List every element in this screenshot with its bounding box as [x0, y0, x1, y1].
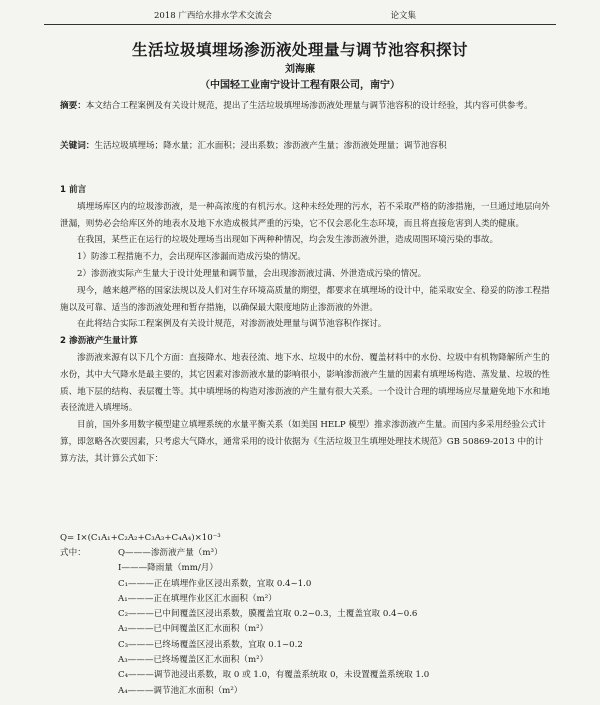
paragraph: 目前，国外多用数字模型建立填埋系统的水量平衡关系（如美国 HELP 模型）推求渗沥液产生量。而国内多采用经验公式计算，即忽略各次要因素，只考虑大气降水，通常采用的设计依据为《生活垃圾卫生填埋处理技术规范》GB 50869-2013 中的计算方法，其计算公式如下：	[60, 420, 547, 464]
definition-row	[60, 607, 540, 622]
formula: Q= I×(C₁A₁+C₂A₂+C₃A₃+C₄A₄)×10⁻³	[60, 533, 221, 543]
definition-text: A₂———已中间覆盖区汇水面积（m²）	[118, 624, 269, 635]
author-name: 刘海廉	[285, 64, 315, 75]
main-body	[60, 182, 550, 468]
conference-name: 2018 广西给水排水学术交流会	[154, 11, 272, 21]
symbol-definitions	[60, 546, 540, 699]
list-item: 2）渗沥液实际产生量大于设计处理量和调节量，会出现渗沥液过满、外泄造成污染的情况。	[77, 268, 427, 279]
definition-row	[60, 668, 540, 683]
paragraph: 在此将结合实际工程案例及有关设计规范，对渗沥液处理量与调节池容积作探讨。	[77, 319, 387, 330]
definition-text: A₃———已终场覆盖区汇水面积（m²）	[118, 655, 269, 666]
definition-row	[60, 653, 540, 668]
definition-text: I———降雨量（mm/月）	[118, 563, 218, 574]
author-affiliation: （中国轻工业南宁设计工程有限公司，南宁）	[200, 80, 400, 91]
abstract	[60, 98, 550, 115]
definition-text: A₄———调节池汇水面积（m²）	[118, 685, 243, 696]
definition-text: C₃———已终场覆盖区浸出系数，宜取 0.1~0.2	[118, 639, 303, 650]
section-heading: 2 渗沥液产生量计算	[60, 336, 138, 347]
keywords	[60, 138, 550, 155]
definition-text: C₁———正在填埋作业区浸出系数，宜取 0.4~1.0	[118, 578, 312, 589]
definition-row	[60, 561, 540, 576]
definition-text: Q———渗沥液产量（m³）	[118, 548, 223, 558]
section-label: 论文集	[390, 11, 416, 21]
definition-text: A₁———正在填埋作业区汇水面积（m²）	[118, 593, 277, 604]
abstract-label: 摘要：	[60, 101, 86, 111]
definition-row	[60, 638, 540, 653]
paper-title: 生活垃圾填埋场渗沥液处理量与调节池容积探讨	[131, 41, 468, 59]
definition-lead: 式中：	[60, 548, 86, 558]
keywords-label: 关键词：	[60, 141, 95, 151]
paragraph: 渗沥液来源有以下几个方面：直接降水、地表径流、地下水、垃圾中的水份、覆盖材料中的水份、垃圾中有机物降解所产生的水份，其中大气降水是最主要的，其它因素对渗沥液水量的影响很小，影响渗沥液产生量的因素有填埋场构造、蒸发量、垃圾的性质、地下层的结构、表层覆土等。其中填埋场的构造对渗沥液的产生量有很大关系。一个设计合理的填埋场应尽量避免地下水和地表径流进入填埋场。	[60, 352, 550, 414]
section-heading: 1 前言	[60, 185, 87, 195]
definition-text: C₄———调节池浸出系数，取 0 或 1.0，有覆盖系统取 0，未设置覆盖系统取 1.0	[118, 670, 430, 681]
paragraph: 现今，越来越严格的国家法规以及人们对生存环境高质量的期望，都要求在填埋场的设计中，能采取安全、稳妥的防渗工程措施以及可靠、适当的渗沥液处理和暂存措施，以确保最大限度地防止渗沥液的外泄。	[60, 285, 550, 313]
definition-row	[60, 577, 540, 592]
definition-row	[60, 546, 540, 561]
keywords-text: 生活垃圾填埋场；降水量；汇水面积；浸出系数；渗沥液产生量；渗沥液处理量；调节池容积	[94, 141, 447, 151]
list-item: 1）防渗工程措施不力，会出现库区渗漏而造成污染的情况。	[77, 252, 306, 263]
paragraph: 填埋场库区内的垃圾渗沥液，是一种高浓度的有机污水。这种未经处理的污水，若不采取严格的防渗措施，一旦通过地层向外泄漏，则势必会给库区外的地表水及地下水造成极其严重的污染，它不仅会恶化生态环境，而且将直接危害到人类的健康。	[60, 201, 550, 229]
definition-text: C₂———已中间覆盖区浸出系数，膜覆盖宜取 0.2~0.3，土覆盖宜取 0.4~0.6	[118, 609, 418, 620]
running-header	[44, 8, 556, 25]
abstract-text: 本文结合工程案例及有关设计规范，提出了生活垃圾填埋场渗沥液处理量与调节池容积的设计经验，其内容可供参考。	[85, 101, 533, 111]
definition-row	[60, 592, 540, 607]
definition-row	[60, 622, 540, 637]
definition-row	[60, 684, 540, 699]
paragraph: 在我国，某些正在运行的垃圾处理场当出现如下两种种情况，均会发生渗沥液外泄，造成周围环境污染的事故。	[77, 235, 499, 246]
